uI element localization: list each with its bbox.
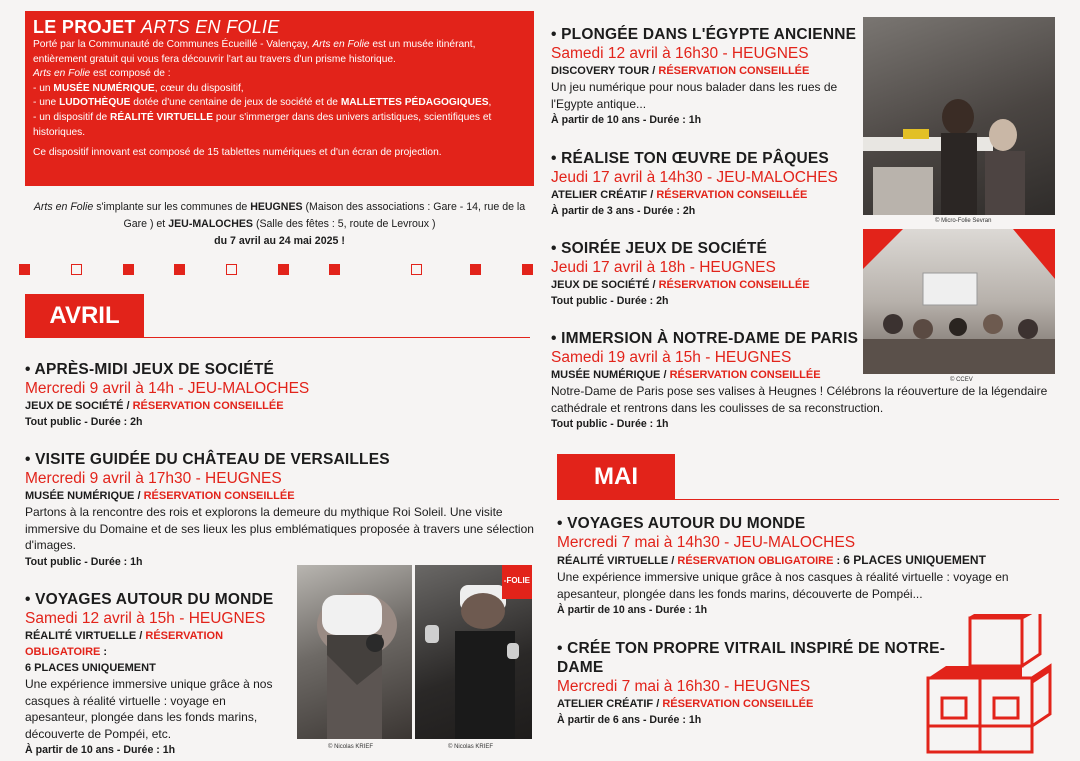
intro-list-item-3: - un dispositif de RÉALITÉ VIRTUELLE pour s'immerger dans des univers artistiques, scientifiques et historiques. [33,111,492,138]
event-title: • SOIRÉE JEUX DE SOCIÉTÉ [551,240,768,257]
event-type: DISCOVERY TOUR / RÉSERVATION CONSEILLÉE [551,65,810,77]
event-title: • CRÉE TON PROPRE VITRAIL INSPIRÉ DE NOTRE-DAME [557,640,946,676]
decor-square [19,264,30,275]
event-type: MUSÉE NUMÉRIQUE / RÉSERVATION CONSEILLÉE [551,369,821,381]
event-date: Mercredi 7 mai à 14h30 - JEU-MALOCHES [557,534,856,551]
intro-paragraph-1: Porté par la Communauté de Communes Écueillé - Valençay, Arts en Folie est un musée itinérant, entièrement gratuit qui vous fera découvrir l'art au travers d'un prisme historique. [33,39,476,65]
event-card [25,360,535,431]
decor-square [470,264,481,275]
divider [557,499,1059,500]
event-title: • PLONGÉE DANS L'ÉGYPTE ANCIENNE [551,26,857,43]
event-type: JEUX DE SOCIÉTÉ / RÉSERVATION CONSEILLÉE [25,400,284,412]
game-night-photo [863,229,1055,374]
event-age: À partir de 10 ans - Durée : 1h [25,744,176,756]
decor-square [329,264,340,275]
photo-credit: © Micro-Folie Sevran [935,218,992,224]
event-age: Tout public - Durée : 1h [551,418,669,430]
event-type: MUSÉE NUMÉRIQUE / RÉSERVATION CONSEILLÉE [25,490,295,502]
intro-box [25,11,534,186]
decor-square [226,264,237,275]
event-card [25,450,540,571]
decor-square [522,264,533,275]
divider [25,337,530,338]
event-date: Jeudi 17 avril à 18h - HEUGNES [551,259,776,276]
event-title: • RÉALISE TON ŒUVRE DE PÂQUES [551,150,829,167]
decor-square [174,264,185,275]
event-date: Samedi 19 avril à 15h - HEUGNES [551,349,792,366]
event-description: Une expérience immersive unique grâce à nos casques à réalité virtuelle : voyage en apesanteur, plongée dans les fonds marins, découverte de Pompéi, etc. [25,677,273,741]
event-type: ATELIER CRÉATIF / RÉSERVATION CONSEILLÉE [557,698,814,710]
event-date: Mercredi 9 avril à 14h - JEU-MALOCHES [25,380,310,397]
intro-title: LE PROJET ARTS EN FOLIE [33,17,280,37]
event-title: • VISITE GUIDÉE DU CHÂTEAU DE VERSAILLES [25,451,390,468]
decor-square [71,264,82,275]
location-info: Arts en Folie s'implante sur les communes de HEUGNES (Maison des associations : Gare - 14, rue de la Gare ) et JEU-MALOCHES (Salle des fêtes : 5, route de Levroux ) du 7 avril au 24 mai 2025 ! [33,201,526,247]
event-age: À partir de 3 ans - Durée : 2h [551,205,696,217]
decor-square [411,264,422,275]
event-title: • VOYAGES AUTOUR DU MONDE [25,591,274,608]
intro-paragraph-2: Arts en Folie est composé de : [33,68,171,80]
event-type: RÉALITÉ VIRTUELLE / RÉSERVATION OBLIGATOIRE : [25,630,224,658]
event-age: Tout public - Durée : 2h [551,295,669,307]
intro-paragraph-3: Ce dispositif innovant est composé de 15 tablettes numériques et d'un écran de projection. [33,147,442,159]
event-date: Samedi 12 avril à 16h30 - HEUGNES [551,45,809,62]
intro-list-item-1: - un MUSÉE NUMÉRIQUE, cœur du dispositif, [33,82,244,94]
event-description: Partons à la rencontre des rois et explorons la demeure du mythique Roi Soleil. Une visite immersive du Domaine et de ses lieux les plus emblématiques proposée à travers une sélection d'images. [25,505,534,552]
event-age: Tout public - Durée : 1h [25,555,143,568]
egypt-photo [863,17,1055,215]
event-date: Mercredi 7 mai à 16h30 - HEUGNES [557,678,811,695]
event-card [557,514,1057,619]
vr-photo-2 [415,565,532,739]
photo-credit: © CCEV [950,377,973,383]
decor-square [123,264,134,275]
intro-list-item-2: - une LUDOTHÈQUE dotée d'une centaine de jeux de société et de MALLETTES PÉDAGOGIQUES, [33,97,492,109]
event-description: Un jeu numérique pour nous balader dans les rues de l'Egypte antique... [551,80,838,111]
event-date: Jeudi 17 avril à 14h30 - JEU-MALOCHES [551,169,838,186]
event-title: • APRÈS-MIDI JEUX DE SOCIÉTÉ [25,361,275,378]
event-card [25,590,288,759]
event-type: ATELIER CRÉATIF / RÉSERVATION CONSEILLÉE [551,189,808,201]
event-type: RÉALITÉ VIRTUELLE / RÉSERVATION OBLIGATOIRE : 6 PLACES UNIQUEMENT [557,553,986,567]
vr-headset-illustration [297,565,412,739]
decor-square [278,264,289,275]
workshop-illustration [863,17,1055,215]
event-age: À partir de 10 ans - Durée : 1h [551,114,702,126]
event-date: Samedi 12 avril à 15h - HEUGNES [25,610,266,627]
audience-illustration [863,229,1055,374]
event-age: Tout public - Durée : 2h [25,416,143,428]
event-card [551,149,861,220]
event-description: Notre-Dame de Paris pose ses valises à Heugnes ! Célébrons la réouverture de la légendaire cathédrale et rentrons dans les coulisses de sa reconstruction. [551,384,1048,415]
vr-photo-1 [297,565,412,739]
event-card [551,25,861,129]
cubes-logo-icon [922,614,1058,754]
event-age: À partir de 6 ans - Durée : 1h [557,714,702,726]
event-title: • IMMERSION À NOTRE-DAME DE PARIS [551,330,859,347]
event-card [551,239,861,310]
photo-credit: © Nicolas KRIEF [328,744,374,750]
event-description: Une expérience immersive unique grâce à nos casques à réalité virtuelle : voyage en apesanteur, plongée dans les fonds marins, découverte de Pompéi... [557,570,1009,601]
event-age: À partir de 10 ans - Durée : 1h [557,604,708,616]
event-places: 6 PLACES UNIQUEMENT [25,662,156,674]
month-header-may: MAI [557,454,675,500]
event-date: Mercredi 9 avril à 17h30 - HEUGNES [25,470,282,487]
event-title: • VOYAGES AUTOUR DU MONDE [557,515,806,532]
event-type: JEUX DE SOCIÉTÉ / RÉSERVATION CONSEILLÉE [551,279,810,291]
photo-credit: © Nicolas KRIEF [448,744,494,750]
photo-banner-text: -FOLIE [503,576,530,585]
month-header-april: AVRIL [25,294,144,338]
event-card [557,639,957,729]
